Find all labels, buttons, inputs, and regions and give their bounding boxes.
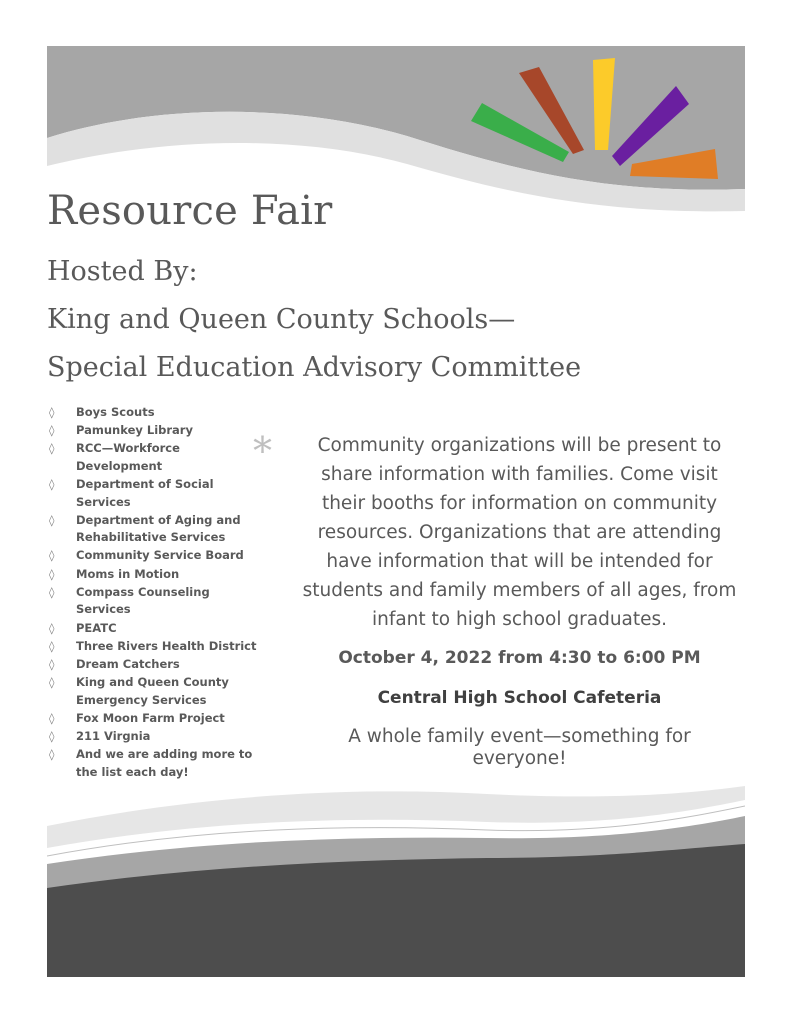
organization-name: Department of Aging and Rehabilitative Services [76, 512, 241, 545]
host-committee-name: Special Education Advisory Committee [47, 352, 582, 383]
list-item [47, 746, 257, 781]
list-item [47, 422, 257, 440]
diamond-bullet-icon: ◊ [49, 711, 55, 725]
list-item [47, 710, 257, 728]
flyer [47, 46, 745, 977]
diamond-bullet-icon: ◊ [49, 549, 55, 563]
organization-name: Pamunkey Library [76, 423, 193, 438]
diamond-bullet-icon: ◊ [49, 513, 55, 527]
organization-name: Community Service Board [76, 548, 244, 563]
organization-name: Dream Catchers [76, 656, 180, 671]
event-description: Community organizations will be present to share information with families. Come visit their booths for information on community resources. Organizations that are attending have information that will be intended for students and family members of all ages, from infant to high school graduates. [302, 435, 737, 630]
list-item [47, 584, 257, 619]
organization-name: Three Rivers Health District [76, 638, 257, 653]
list-item [47, 638, 257, 656]
list-item [47, 728, 257, 746]
organization-name: PEATC [76, 620, 117, 635]
diamond-bullet-icon: ◊ [49, 478, 55, 492]
diamond-bullet-icon: ◊ [49, 729, 55, 743]
organization-name: 211 Virgnia [76, 728, 151, 743]
list-item [47, 476, 257, 511]
diamond-bullet-icon: ◊ [49, 676, 55, 690]
organization-name: Compass Counseling Services [76, 584, 210, 617]
diamond-bullet-icon: ◊ [49, 639, 55, 653]
diamond-bullet-icon: ◊ [49, 748, 55, 762]
list-item [47, 404, 257, 422]
organization-name: Department of Social Services [76, 477, 214, 509]
event-date: October 4, 2022 from 4:30 to 6:00 PM [338, 648, 701, 668]
event-location: Central High School Cafeteria [377, 688, 662, 708]
organization-name: RCC—Workforce Development [76, 441, 180, 473]
diamond-bullet-icon: ◊ [49, 567, 55, 581]
organization-name: Moms in Motion [76, 566, 180, 581]
list-item [47, 440, 257, 475]
diamond-bullet-icon: ◊ [49, 657, 55, 671]
diamond-bullet-icon: ◊ [49, 585, 55, 599]
diamond-bullet-icon: ◊ [49, 442, 55, 456]
list-item [47, 620, 257, 638]
hosted-by-label: Hosted By: [47, 256, 198, 287]
list-item [47, 566, 257, 584]
footer-wave-art [47, 786, 745, 977]
diamond-bullet-icon: ◊ [49, 621, 55, 635]
organization-name: Boys Scouts [76, 405, 155, 419]
list-item [47, 656, 257, 674]
diamond-bullet-icon: ◊ [49, 424, 55, 438]
diamond-bullet-icon: ◊ [49, 406, 55, 419]
page-title: Resource Fair [47, 188, 333, 234]
host-school-name: King and Queen County Schools— [47, 304, 516, 335]
organization-name: And we are adding more to the list each day! [76, 747, 253, 779]
event-tagline: A whole family event—something for everyone! [348, 726, 691, 769]
list-item [47, 674, 257, 709]
asterisk-icon: * [253, 429, 272, 473]
list-item [47, 547, 257, 565]
organization-name: King and Queen County Emergency Services [76, 675, 229, 707]
organization-name: Fox Moon Farm Project [76, 710, 225, 725]
list-item [47, 512, 257, 547]
organization-list [47, 404, 257, 782]
